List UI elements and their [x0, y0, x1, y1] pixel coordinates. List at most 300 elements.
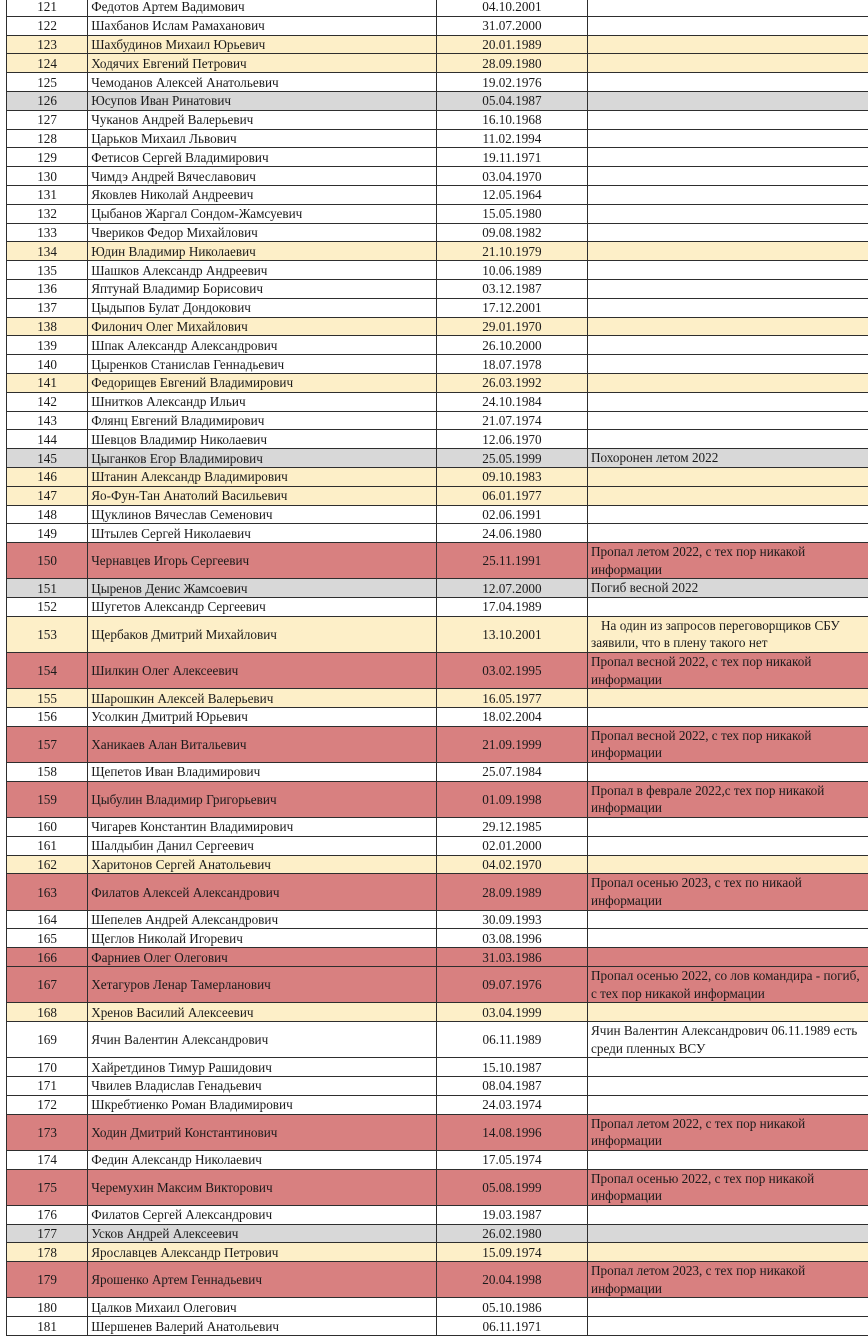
status-note-cell[interactable] [588, 430, 868, 449]
status-note-cell[interactable] [588, 1243, 868, 1262]
row-number-cell[interactable]: 160 [7, 818, 88, 837]
status-note-cell[interactable] [588, 929, 868, 948]
full-name-cell[interactable]: Чемоданов Алексей Анатольевич [88, 73, 437, 92]
status-note-cell[interactable] [588, 1058, 868, 1077]
birth-date-cell[interactable]: 15.10.1987 [436, 1058, 587, 1077]
table-row [7, 1003, 868, 1022]
birth-date-cell[interactable]: 25.11.1991 [436, 543, 587, 579]
status-note-cell[interactable] [588, 242, 868, 261]
row-number-cell[interactable]: 125 [7, 73, 88, 92]
birth-date-cell[interactable]: 20.01.1989 [436, 35, 587, 54]
full-name-cell[interactable]: Хайретдинов Тимур Рашидович [88, 1058, 437, 1077]
status-note-cell[interactable]: Пропал в феврале 2022,с тех пор никакой информации [588, 781, 868, 817]
table-row [7, 1021, 868, 1057]
birth-date-cell[interactable]: 17.12.2001 [436, 298, 587, 317]
birth-date-cell[interactable]: 13.10.2001 [436, 616, 587, 652]
birth-date-cell[interactable]: 30.09.1993 [436, 910, 587, 929]
row-number-cell[interactable]: 128 [7, 129, 88, 148]
status-note-cell[interactable] [588, 1003, 868, 1022]
birth-date-cell[interactable]: 18.02.2004 [436, 708, 587, 727]
full-name-cell[interactable]: Шилкин Олег Алексеевич [88, 653, 437, 689]
birth-date-cell[interactable]: 19.03.1987 [436, 1205, 587, 1224]
table-row [7, 505, 868, 524]
birth-date-cell[interactable]: 26.10.2000 [436, 336, 587, 355]
table-row [7, 298, 868, 317]
row-number-cell[interactable]: 141 [7, 373, 88, 392]
table-row [7, 1298, 868, 1317]
row-number-cell[interactable]: 172 [7, 1095, 88, 1114]
status-note-cell[interactable] [588, 54, 868, 73]
spreadsheet-table [6, 0, 868, 1336]
full-name-cell[interactable]: Цыганков Егор Владимирович [88, 449, 437, 468]
row-number-cell[interactable]: 150 [7, 543, 88, 579]
status-note-cell[interactable] [588, 373, 868, 392]
birth-date-cell[interactable]: 25.07.1984 [436, 763, 587, 782]
full-name-cell[interactable]: Филонич Олег Михайлович [88, 317, 437, 336]
table-row [7, 1224, 868, 1243]
table-row [7, 763, 868, 782]
table-row [7, 524, 868, 543]
status-note-cell[interactable] [588, 91, 868, 110]
full-name-cell[interactable]: Харитонов Сергей Анатольевич [88, 855, 437, 874]
birth-date-cell[interactable]: 02.01.2000 [436, 836, 587, 855]
status-note-cell[interactable] [588, 467, 868, 486]
table-row [7, 874, 868, 910]
status-note-cell[interactable] [588, 0, 868, 16]
status-note-cell[interactable] [588, 763, 868, 782]
row-number-cell[interactable]: 143 [7, 411, 88, 430]
status-note-cell[interactable] [588, 73, 868, 92]
status-note-cell[interactable]: Похоронен летом 2022 [588, 449, 868, 468]
row-number-cell[interactable]: 173 [7, 1114, 88, 1150]
full-name-cell[interactable]: Щербаков Дмитрий Михайлович [88, 616, 437, 652]
full-name-cell[interactable]: Хетагуров Ленар Тамерланович [88, 967, 437, 1003]
full-name-cell[interactable]: Шевцов Владимир Николаевич [88, 430, 437, 449]
status-note-cell[interactable] [588, 317, 868, 336]
table-row [7, 110, 868, 129]
full-name-cell[interactable]: Ярошенко Артем Геннадьевич [88, 1262, 437, 1298]
row-number-cell[interactable]: 153 [7, 616, 88, 652]
full-name-cell[interactable]: Цыренов Денис Жамсоевич [88, 579, 437, 598]
birth-date-cell[interactable]: 29.12.1985 [436, 818, 587, 837]
birth-date-cell[interactable]: 19.02.1976 [436, 73, 587, 92]
birth-date-cell[interactable]: 06.11.1971 [436, 1317, 587, 1336]
full-name-cell[interactable]: Фарниев Олег Олегович [88, 948, 437, 967]
full-name-cell[interactable]: Федорищев Евгений Владимирович [88, 373, 437, 392]
row-number-cell[interactable]: 142 [7, 392, 88, 411]
table-row [7, 430, 868, 449]
full-name-cell[interactable]: Штылев Сергей Николаевич [88, 524, 437, 543]
table-row [7, 167, 868, 186]
table-row [7, 204, 868, 223]
status-note-cell[interactable] [588, 298, 868, 317]
birth-date-cell[interactable]: 14.08.1996 [436, 1114, 587, 1150]
row-number-cell[interactable]: 123 [7, 35, 88, 54]
row-number-cell[interactable]: 146 [7, 467, 88, 486]
full-name-cell[interactable]: Чигарев Константин Владимирович [88, 818, 437, 837]
full-name-cell[interactable]: Ханикаев Алан Витальевич [88, 726, 437, 762]
full-name-cell[interactable]: Штанин Александр Владимирович [88, 467, 437, 486]
birth-date-cell[interactable]: 06.11.1989 [436, 1021, 587, 1057]
status-note-cell[interactable] [588, 524, 868, 543]
full-name-cell[interactable]: Шашков Александр Андреевич [88, 261, 437, 280]
row-number-cell[interactable]: 162 [7, 855, 88, 874]
row-number-cell[interactable]: 149 [7, 524, 88, 543]
status-note-cell[interactable]: Пропал осенью 2023, с тех по никаой информации [588, 874, 868, 910]
table-row [7, 1317, 868, 1336]
row-number-cell[interactable]: 163 [7, 874, 88, 910]
table-row [7, 467, 868, 486]
table-row [7, 73, 868, 92]
status-note-cell[interactable] [588, 1298, 868, 1317]
row-number-cell[interactable]: 176 [7, 1205, 88, 1224]
birth-date-cell[interactable]: 05.04.1987 [436, 91, 587, 110]
status-note-cell[interactable] [588, 689, 868, 708]
status-note-cell[interactable]: Погиб весной 2022 [588, 579, 868, 598]
status-note-cell[interactable] [588, 948, 868, 967]
row-number-cell[interactable]: 175 [7, 1169, 88, 1205]
full-name-cell[interactable]: Флянц Евгений Владимирович [88, 411, 437, 430]
birth-date-cell[interactable]: 31.03.1986 [436, 948, 587, 967]
birth-date-cell[interactable]: 21.07.1974 [436, 411, 587, 430]
table-body [7, 0, 868, 1335]
table-row [7, 1150, 868, 1169]
table-row [7, 1076, 868, 1095]
status-note-cell[interactable] [588, 486, 868, 505]
table-row [7, 223, 868, 242]
birth-date-cell[interactable]: 26.02.1980 [436, 1224, 587, 1243]
birth-date-cell[interactable]: 02.06.1991 [436, 505, 587, 524]
row-number-cell[interactable]: 155 [7, 689, 88, 708]
row-number-cell[interactable]: 152 [7, 598, 88, 617]
row-number-cell[interactable]: 178 [7, 1243, 88, 1262]
full-name-cell[interactable]: Хренов Василий Алексеевич [88, 1003, 437, 1022]
status-note-cell[interactable] [588, 148, 868, 167]
table-row [7, 929, 868, 948]
birth-date-cell[interactable]: 28.09.1980 [436, 54, 587, 73]
full-name-cell[interactable]: Усков Андрей Алексеевич [88, 1224, 437, 1243]
status-note-cell[interactable] [588, 708, 868, 727]
row-number-cell[interactable]: 126 [7, 91, 88, 110]
birth-date-cell[interactable]: 03.02.1995 [436, 653, 587, 689]
birth-date-cell[interactable]: 17.05.1974 [436, 1150, 587, 1169]
birth-date-cell[interactable]: 08.04.1987 [436, 1076, 587, 1095]
full-name-cell[interactable]: Чуканов Андрей Валерьевич [88, 110, 437, 129]
birth-date-cell[interactable]: 24.03.1974 [436, 1095, 587, 1114]
table-row [7, 689, 868, 708]
table-row [7, 818, 868, 837]
row-number-cell[interactable]: 170 [7, 1058, 88, 1077]
row-number-cell[interactable]: 154 [7, 653, 88, 689]
birth-date-cell[interactable]: 09.07.1976 [436, 967, 587, 1003]
full-name-cell[interactable]: Филатов Сергей Александрович [88, 1205, 437, 1224]
birth-date-cell[interactable]: 05.08.1999 [436, 1169, 587, 1205]
table-row [7, 148, 868, 167]
table-row [7, 726, 868, 762]
birth-date-cell[interactable]: 28.09.1989 [436, 874, 587, 910]
row-number-cell[interactable]: 169 [7, 1021, 88, 1057]
birth-date-cell[interactable]: 05.10.1986 [436, 1298, 587, 1317]
table-row [7, 449, 868, 468]
row-number-cell[interactable]: 133 [7, 223, 88, 242]
full-name-cell[interactable]: Шалдыбин Данил Сергеевич [88, 836, 437, 855]
row-number-cell[interactable]: 179 [7, 1262, 88, 1298]
status-note-cell[interactable]: Пропал весной 2022, с тех пор никакой информации [588, 726, 868, 762]
status-note-cell[interactable]: Ячин Валентин Александрович 06.11.1989 есть среди пленных ВСУ [588, 1021, 868, 1057]
birth-date-cell[interactable]: 29.01.1970 [436, 317, 587, 336]
birth-date-cell[interactable]: 09.08.1982 [436, 223, 587, 242]
status-note-cell[interactable] [588, 910, 868, 929]
status-note-cell[interactable] [588, 505, 868, 524]
birth-date-cell[interactable]: 17.04.1989 [436, 598, 587, 617]
status-note-cell[interactable] [588, 392, 868, 411]
birth-date-cell[interactable]: 01.09.1998 [436, 781, 587, 817]
full-name-cell[interactable]: Яо-Фун-Тан Анатолий Васильевич [88, 486, 437, 505]
full-name-cell[interactable]: Ячин Валентин Александрович [88, 1021, 437, 1057]
full-name-cell[interactable]: Царьков Михаил Львович [88, 129, 437, 148]
row-number-cell[interactable]: 171 [7, 1076, 88, 1095]
table-row [7, 54, 868, 73]
table-row [7, 486, 868, 505]
birth-date-cell[interactable]: 15.05.1980 [436, 204, 587, 223]
full-name-cell[interactable]: Цыбулин Владимир Григорьевич [88, 781, 437, 817]
status-note-cell[interactable]: На один из запросов переговорщиков СБУ заявили, что в плену такого нет [588, 616, 868, 652]
status-note-cell[interactable] [588, 1095, 868, 1114]
table-row [7, 35, 868, 54]
full-name-cell[interactable]: Чернавцев Игорь Сергеевич [88, 543, 437, 579]
birth-date-cell[interactable]: 09.10.1983 [436, 467, 587, 486]
table-row [7, 242, 868, 261]
status-note-cell[interactable] [588, 167, 868, 186]
row-number-cell[interactable]: 167 [7, 967, 88, 1003]
full-name-cell[interactable]: Шкребтиенко Роман Владимирович [88, 1095, 437, 1114]
full-name-cell[interactable]: Ходин Дмитрий Константинович [88, 1114, 437, 1150]
row-number-cell[interactable]: 159 [7, 781, 88, 817]
birth-date-cell[interactable]: 26.03.1992 [436, 373, 587, 392]
full-name-cell[interactable]: Шепелев Андрей Александрович [88, 910, 437, 929]
table-row [7, 653, 868, 689]
status-note-cell[interactable] [588, 598, 868, 617]
birth-date-cell[interactable]: 31.07.2000 [436, 16, 587, 35]
status-note-cell[interactable] [588, 261, 868, 280]
status-note-cell[interactable] [588, 411, 868, 430]
table-row [7, 1058, 868, 1077]
table-row [7, 1114, 868, 1150]
birth-date-cell[interactable]: 03.04.1970 [436, 167, 587, 186]
full-name-cell[interactable]: Шпак Александр Александрович [88, 336, 437, 355]
table-row [7, 411, 868, 430]
row-number-cell[interactable]: 130 [7, 167, 88, 186]
table-row [7, 16, 868, 35]
birth-date-cell[interactable]: 20.04.1998 [436, 1262, 587, 1298]
birth-date-cell[interactable]: 03.04.1999 [436, 1003, 587, 1022]
full-name-cell[interactable]: Чвериков Федор Михайлович [88, 223, 437, 242]
table-row [7, 948, 868, 967]
birth-date-cell[interactable]: 11.02.1994 [436, 129, 587, 148]
status-note-cell[interactable] [588, 855, 868, 874]
birth-date-cell[interactable]: 10.06.1989 [436, 261, 587, 280]
table-row [7, 598, 868, 617]
row-number-cell[interactable]: 161 [7, 836, 88, 855]
full-name-cell[interactable]: Шахбудинов Михаил Юрьевич [88, 35, 437, 54]
birth-date-cell[interactable]: 12.06.1970 [436, 430, 587, 449]
status-note-cell[interactable]: Пропал весной 2022, с тех пор никакой информации [588, 653, 868, 689]
birth-date-cell[interactable]: 24.06.1980 [436, 524, 587, 543]
full-name-cell[interactable]: Щепетов Иван Владимирович [88, 763, 437, 782]
full-name-cell[interactable]: Ходячих Евгений Петрович [88, 54, 437, 73]
full-name-cell[interactable]: Щуклинов Вячеслав Семенович [88, 505, 437, 524]
status-note-cell[interactable] [588, 110, 868, 129]
row-number-cell[interactable]: 122 [7, 16, 88, 35]
table-row [7, 579, 868, 598]
row-number-cell[interactable]: 157 [7, 726, 88, 762]
status-note-cell[interactable] [588, 1205, 868, 1224]
row-number-cell[interactable]: 137 [7, 298, 88, 317]
table-row [7, 967, 868, 1003]
status-note-cell[interactable] [588, 818, 868, 837]
full-name-cell[interactable]: Шугетов Александр Сергеевич [88, 598, 437, 617]
row-number-cell[interactable]: 174 [7, 1150, 88, 1169]
status-note-cell[interactable]: Пропал летом 2022, с тех пор никакой информации [588, 1114, 868, 1150]
row-number-cell[interactable]: 145 [7, 449, 88, 468]
status-note-cell[interactable] [588, 279, 868, 298]
full-name-cell[interactable]: Фетисов Сергей Владимирович [88, 148, 437, 167]
row-number-cell[interactable]: 156 [7, 708, 88, 727]
birth-date-cell[interactable]: 21.10.1979 [436, 242, 587, 261]
row-number-cell[interactable]: 127 [7, 110, 88, 129]
full-name-cell[interactable]: Юсупов Иван Ринатович [88, 91, 437, 110]
table-row [7, 317, 868, 336]
full-name-cell[interactable]: Ярославцев Александр Петрович [88, 1243, 437, 1262]
table-row [7, 261, 868, 280]
birth-date-cell[interactable]: 19.11.1971 [436, 148, 587, 167]
birth-date-cell[interactable]: 18.07.1978 [436, 355, 587, 374]
status-note-cell[interactable] [588, 16, 868, 35]
row-number-cell[interactable]: 138 [7, 317, 88, 336]
full-name-cell[interactable]: Шахбанов Ислам Рамаханович [88, 16, 437, 35]
birth-date-cell[interactable]: 21.09.1999 [436, 726, 587, 762]
table-row [7, 1095, 868, 1114]
birth-date-cell[interactable]: 06.01.1977 [436, 486, 587, 505]
status-note-cell[interactable] [588, 1224, 868, 1243]
status-note-cell[interactable] [588, 336, 868, 355]
full-name-cell[interactable]: Усолкин Дмитрий Юрьевич [88, 708, 437, 727]
row-number-cell[interactable]: 148 [7, 505, 88, 524]
birth-date-cell[interactable]: 15.09.1974 [436, 1243, 587, 1262]
birth-date-cell[interactable]: 12.07.2000 [436, 579, 587, 598]
full-name-cell[interactable]: Федин Александр Николаевич [88, 1150, 437, 1169]
table-row [7, 910, 868, 929]
status-note-cell[interactable] [588, 129, 868, 148]
table-row [7, 336, 868, 355]
full-name-cell[interactable]: Цыбанов Жаргал Сондом-Жамсуевич [88, 204, 437, 223]
birth-date-cell[interactable]: 25.05.1999 [436, 449, 587, 468]
full-name-cell[interactable]: Шершенев Валерий Анатольевич [88, 1317, 437, 1336]
birth-date-cell[interactable]: 16.05.1977 [436, 689, 587, 708]
table-row [7, 708, 868, 727]
row-number-cell[interactable]: 180 [7, 1298, 88, 1317]
row-number-cell[interactable]: 164 [7, 910, 88, 929]
table-row [7, 129, 868, 148]
table-row [7, 1169, 868, 1205]
row-number-cell[interactable]: 181 [7, 1317, 88, 1336]
status-note-cell[interactable]: Пропал осенью 2022, со лов командира - погиб, с тех пор никакой информации [588, 967, 868, 1003]
row-number-cell[interactable]: 121 [7, 0, 88, 16]
table-row [7, 1243, 868, 1262]
row-number-cell[interactable]: 165 [7, 929, 88, 948]
table-row [7, 392, 868, 411]
birth-date-cell[interactable]: 03.12.1987 [436, 279, 587, 298]
row-number-cell[interactable]: 129 [7, 148, 88, 167]
table-row [7, 373, 868, 392]
birth-date-cell[interactable]: 24.10.1984 [436, 392, 587, 411]
full-name-cell[interactable]: Щеглов Николай Игоревич [88, 929, 437, 948]
table-row [7, 91, 868, 110]
row-number-cell[interactable]: 177 [7, 1224, 88, 1243]
status-note-cell[interactable] [588, 204, 868, 223]
status-note-cell[interactable] [588, 836, 868, 855]
row-number-cell[interactable]: 139 [7, 336, 88, 355]
status-note-cell[interactable]: Пропал осенью 2022, с тех пор никакой информации [588, 1169, 868, 1205]
full-name-cell[interactable]: Федотов Артем Вадимович [88, 0, 437, 16]
birth-date-cell[interactable]: 04.02.1970 [436, 855, 587, 874]
full-name-cell[interactable]: Цыдыпов Булат Дондокович [88, 298, 437, 317]
full-name-cell[interactable]: Юдин Владимир Николаевич [88, 242, 437, 261]
row-number-cell[interactable]: 168 [7, 1003, 88, 1022]
row-number-cell[interactable]: 147 [7, 486, 88, 505]
status-note-cell[interactable] [588, 185, 868, 204]
status-note-cell[interactable] [588, 1150, 868, 1169]
birth-date-cell[interactable]: 16.10.1968 [436, 110, 587, 129]
row-number-cell[interactable]: 144 [7, 430, 88, 449]
table-row [7, 0, 868, 16]
row-number-cell[interactable]: 135 [7, 261, 88, 280]
status-note-cell[interactable]: Пропал летом 2022, с тех пор никакой информации [588, 543, 868, 579]
status-note-cell[interactable] [588, 1076, 868, 1095]
row-number-cell[interactable]: 136 [7, 279, 88, 298]
row-number-cell[interactable]: 166 [7, 948, 88, 967]
table-row [7, 781, 868, 817]
full-name-cell[interactable]: Шарошкин Алексей Валерьевич [88, 689, 437, 708]
status-note-cell[interactable] [588, 223, 868, 242]
row-number-cell[interactable]: 140 [7, 355, 88, 374]
full-name-cell[interactable]: Цыренков Станислав Геннадьевич [88, 355, 437, 374]
full-name-cell[interactable]: Черемухин Максим Викторович [88, 1169, 437, 1205]
row-number-cell[interactable]: 132 [7, 204, 88, 223]
full-name-cell[interactable]: Цалков Михаил Олегович [88, 1298, 437, 1317]
full-name-cell[interactable]: Шнитков Александр Ильич [88, 392, 437, 411]
full-name-cell[interactable]: Чвилев Владислав Генадьевич [88, 1076, 437, 1095]
birth-date-cell[interactable]: 12.05.1964 [436, 185, 587, 204]
birth-date-cell[interactable]: 04.10.2001 [436, 0, 587, 16]
full-name-cell[interactable]: Чимдэ Андрей Вячеславович [88, 167, 437, 186]
row-number-cell[interactable]: 131 [7, 185, 88, 204]
status-note-cell[interactable] [588, 1317, 868, 1336]
row-number-cell[interactable]: 151 [7, 579, 88, 598]
full-name-cell[interactable]: Яптунай Владимир Борисович [88, 279, 437, 298]
status-note-cell[interactable] [588, 35, 868, 54]
birth-date-cell[interactable]: 03.08.1996 [436, 929, 587, 948]
row-number-cell[interactable]: 124 [7, 54, 88, 73]
full-name-cell[interactable]: Филатов Алексей Александрович [88, 874, 437, 910]
status-note-cell[interactable] [588, 355, 868, 374]
table-row [7, 616, 868, 652]
status-note-cell[interactable]: Пропал летом 2023, с тех пор никакой информации [588, 1262, 868, 1298]
row-number-cell[interactable]: 158 [7, 763, 88, 782]
full-name-cell[interactable]: Яковлев Николай Андреевич [88, 185, 437, 204]
row-number-cell[interactable]: 134 [7, 242, 88, 261]
table-row [7, 1205, 868, 1224]
